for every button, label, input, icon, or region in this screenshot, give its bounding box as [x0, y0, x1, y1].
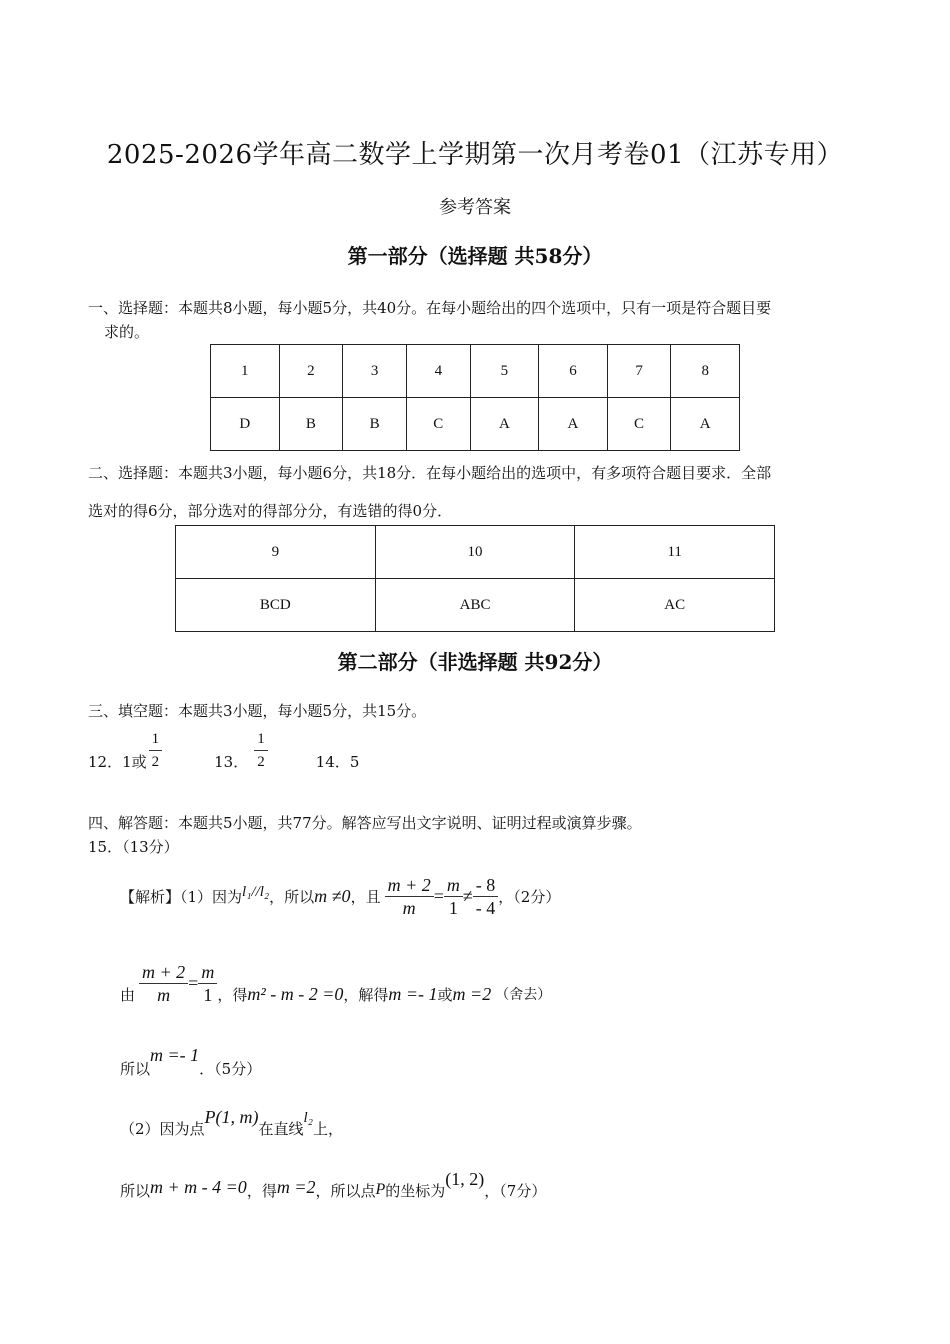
line4-prefix: （2）因为点: [120, 1119, 205, 1138]
section1-line1: 一、选择题：本题共8小题，每小题5分，共40分。在每小题给出的四个选项中，只有一项是符合题目要: [88, 299, 772, 317]
q14-answer: 14．5: [315, 752, 360, 771]
table1-cell: 6: [539, 345, 608, 398]
table1-cell: 2: [279, 345, 343, 398]
line2-fraction-2: [198, 961, 217, 1006]
table1-cell: 7: [607, 345, 671, 398]
line1-m-neq-0: m ≠0: [314, 885, 351, 906]
line2-get: ，得: [217, 985, 248, 1004]
answer-table-1: [210, 344, 740, 451]
q12-denominator: 2: [149, 750, 163, 773]
section2-intro: [88, 454, 878, 530]
equals-sign: =: [433, 885, 444, 906]
line1-score: ，（2分）: [498, 887, 561, 906]
line5-coord-text: 的坐标为: [385, 1181, 446, 1200]
q13-fraction: [254, 728, 268, 773]
line1-parallel: l₁//l₂: [242, 883, 270, 900]
fraction-numerator: m + 2: [385, 874, 434, 897]
table1-cell: 1: [211, 345, 280, 398]
q12-numerator: 1: [151, 730, 160, 747]
table1-cell: A: [539, 398, 608, 451]
section1-intro: [88, 296, 878, 344]
table1-cell: B: [279, 398, 343, 451]
section4-intro: 四、解答题：本题共5小题，共77分。解答应写出文字说明、证明过程或演算步骤。: [88, 814, 642, 832]
line2-equation: m² - m - 2 =0: [247, 983, 344, 1004]
table2-cell: 10: [375, 526, 575, 579]
line5-get: ，得: [246, 1181, 277, 1200]
line3-score: ．（5分）: [199, 1059, 262, 1078]
line4-end: 上，: [312, 1119, 343, 1138]
line1-fraction-2: [444, 874, 463, 919]
line2-root-2: m =2: [452, 983, 492, 1004]
line3-value: m =- 1: [150, 1044, 200, 1065]
table1-cell: 8: [671, 345, 740, 398]
table1-cell: A: [671, 398, 740, 451]
solution-line-4: [120, 1100, 343, 1140]
table2-cell: ABC: [375, 579, 575, 632]
solution-line-2: [120, 955, 551, 1011]
line4-line: l₂: [303, 1109, 313, 1126]
line5-equation: m + m - 4 =0: [150, 1176, 247, 1197]
table2-cell: BCD: [176, 579, 376, 632]
not-equal-sign: ≠: [462, 885, 473, 906]
subtitle: 参考答案: [439, 197, 511, 218]
line1-fraction-1: [385, 874, 434, 919]
line1-prefix: 【解析】（1）因为: [120, 887, 243, 906]
line2-or: 或: [437, 985, 453, 1004]
table2-cell: 11: [575, 526, 775, 579]
section2-line1: 二、选择题：本题共3小题，每小题6分，共18分．在每小题给出的选项中，有多项符合题目要求．全部: [88, 464, 772, 482]
line4-point: P(1, m): [204, 1106, 259, 1127]
fraction-numerator: m: [198, 961, 217, 984]
line2-note: （舍去）: [495, 987, 552, 1003]
table1-cell: 5: [470, 345, 539, 398]
line5-mid: ，所以点: [315, 1181, 376, 1200]
solution-line-5: [120, 1162, 546, 1202]
q13-numerator: 1: [257, 730, 265, 747]
table1-cell: 3: [343, 345, 407, 398]
section3-intro: 三、填空题：本题共3小题，每小题5分，共15分。: [88, 702, 427, 720]
line5-score: ，（7分）: [484, 1181, 547, 1200]
page-title: 2025-2026学年高二数学上学期第一次月考卷01（江苏专用）: [106, 140, 844, 170]
table1-cell: C: [406, 398, 470, 451]
table2-answer-row: [176, 579, 775, 632]
part2-heading: 第二部分（非选择题 共92分）: [337, 650, 613, 674]
line2-fraction-1: [139, 961, 188, 1006]
table1-cell: C: [607, 398, 671, 451]
table2-cell: AC: [575, 579, 775, 632]
table2-cell: 9: [176, 526, 376, 579]
line5-value: m =2: [276, 1176, 316, 1197]
q13-denominator: 2: [254, 750, 268, 773]
solution-line-1: [120, 868, 560, 924]
fraction-denominator: 1: [203, 984, 213, 1005]
fraction-numerator: - 8: [473, 874, 499, 897]
fraction-denominator: - 4: [475, 897, 496, 918]
table1-cell: B: [343, 398, 407, 451]
line5-prefix: 所以: [120, 1181, 151, 1200]
section1-line2: 求的。: [104, 323, 150, 341]
section2-line2: 选对的得6分，部分选对的得部分分，有选错的得0分．: [88, 502, 453, 520]
table1-number-row: [211, 345, 740, 398]
fraction-numerator: m: [444, 874, 463, 897]
solution-line-3: [120, 1040, 261, 1080]
table1-answer-row: [211, 398, 740, 451]
fraction-denominator: m: [157, 984, 171, 1005]
line2-solve: ，解得: [343, 985, 389, 1004]
part1-heading: 第一部分（选择题 共58分）: [347, 244, 603, 268]
line5-point: P: [375, 1181, 386, 1198]
table2-number-row: [176, 526, 775, 579]
table1-cell: D: [211, 398, 280, 451]
line2-prefix: 由: [120, 985, 136, 1004]
line1-and: ，且: [350, 887, 381, 906]
table1-cell: A: [470, 398, 539, 451]
line1-fraction-3: [473, 874, 499, 919]
answer-table-2: [175, 525, 775, 632]
q13-label: 13．: [214, 752, 249, 771]
line4-mid: 在直线: [258, 1119, 304, 1138]
line5-coordinates: (1, 2): [445, 1168, 485, 1189]
equals-sign: =: [188, 972, 199, 993]
line3-prefix: 所以: [120, 1059, 151, 1078]
section3-answers: [88, 724, 359, 776]
fraction-numerator: m + 2: [139, 961, 188, 984]
q15-header: 15．（13分）: [88, 838, 179, 856]
fraction-denominator: m: [402, 897, 416, 918]
line2-root-1: m =- 1: [388, 983, 438, 1004]
fraction-denominator: 1: [448, 897, 458, 918]
q12-fraction: [149, 728, 163, 773]
line1-mid: ，所以: [269, 887, 315, 906]
q12-label: 12．1或: [88, 752, 147, 771]
table1-cell: 4: [406, 345, 470, 398]
